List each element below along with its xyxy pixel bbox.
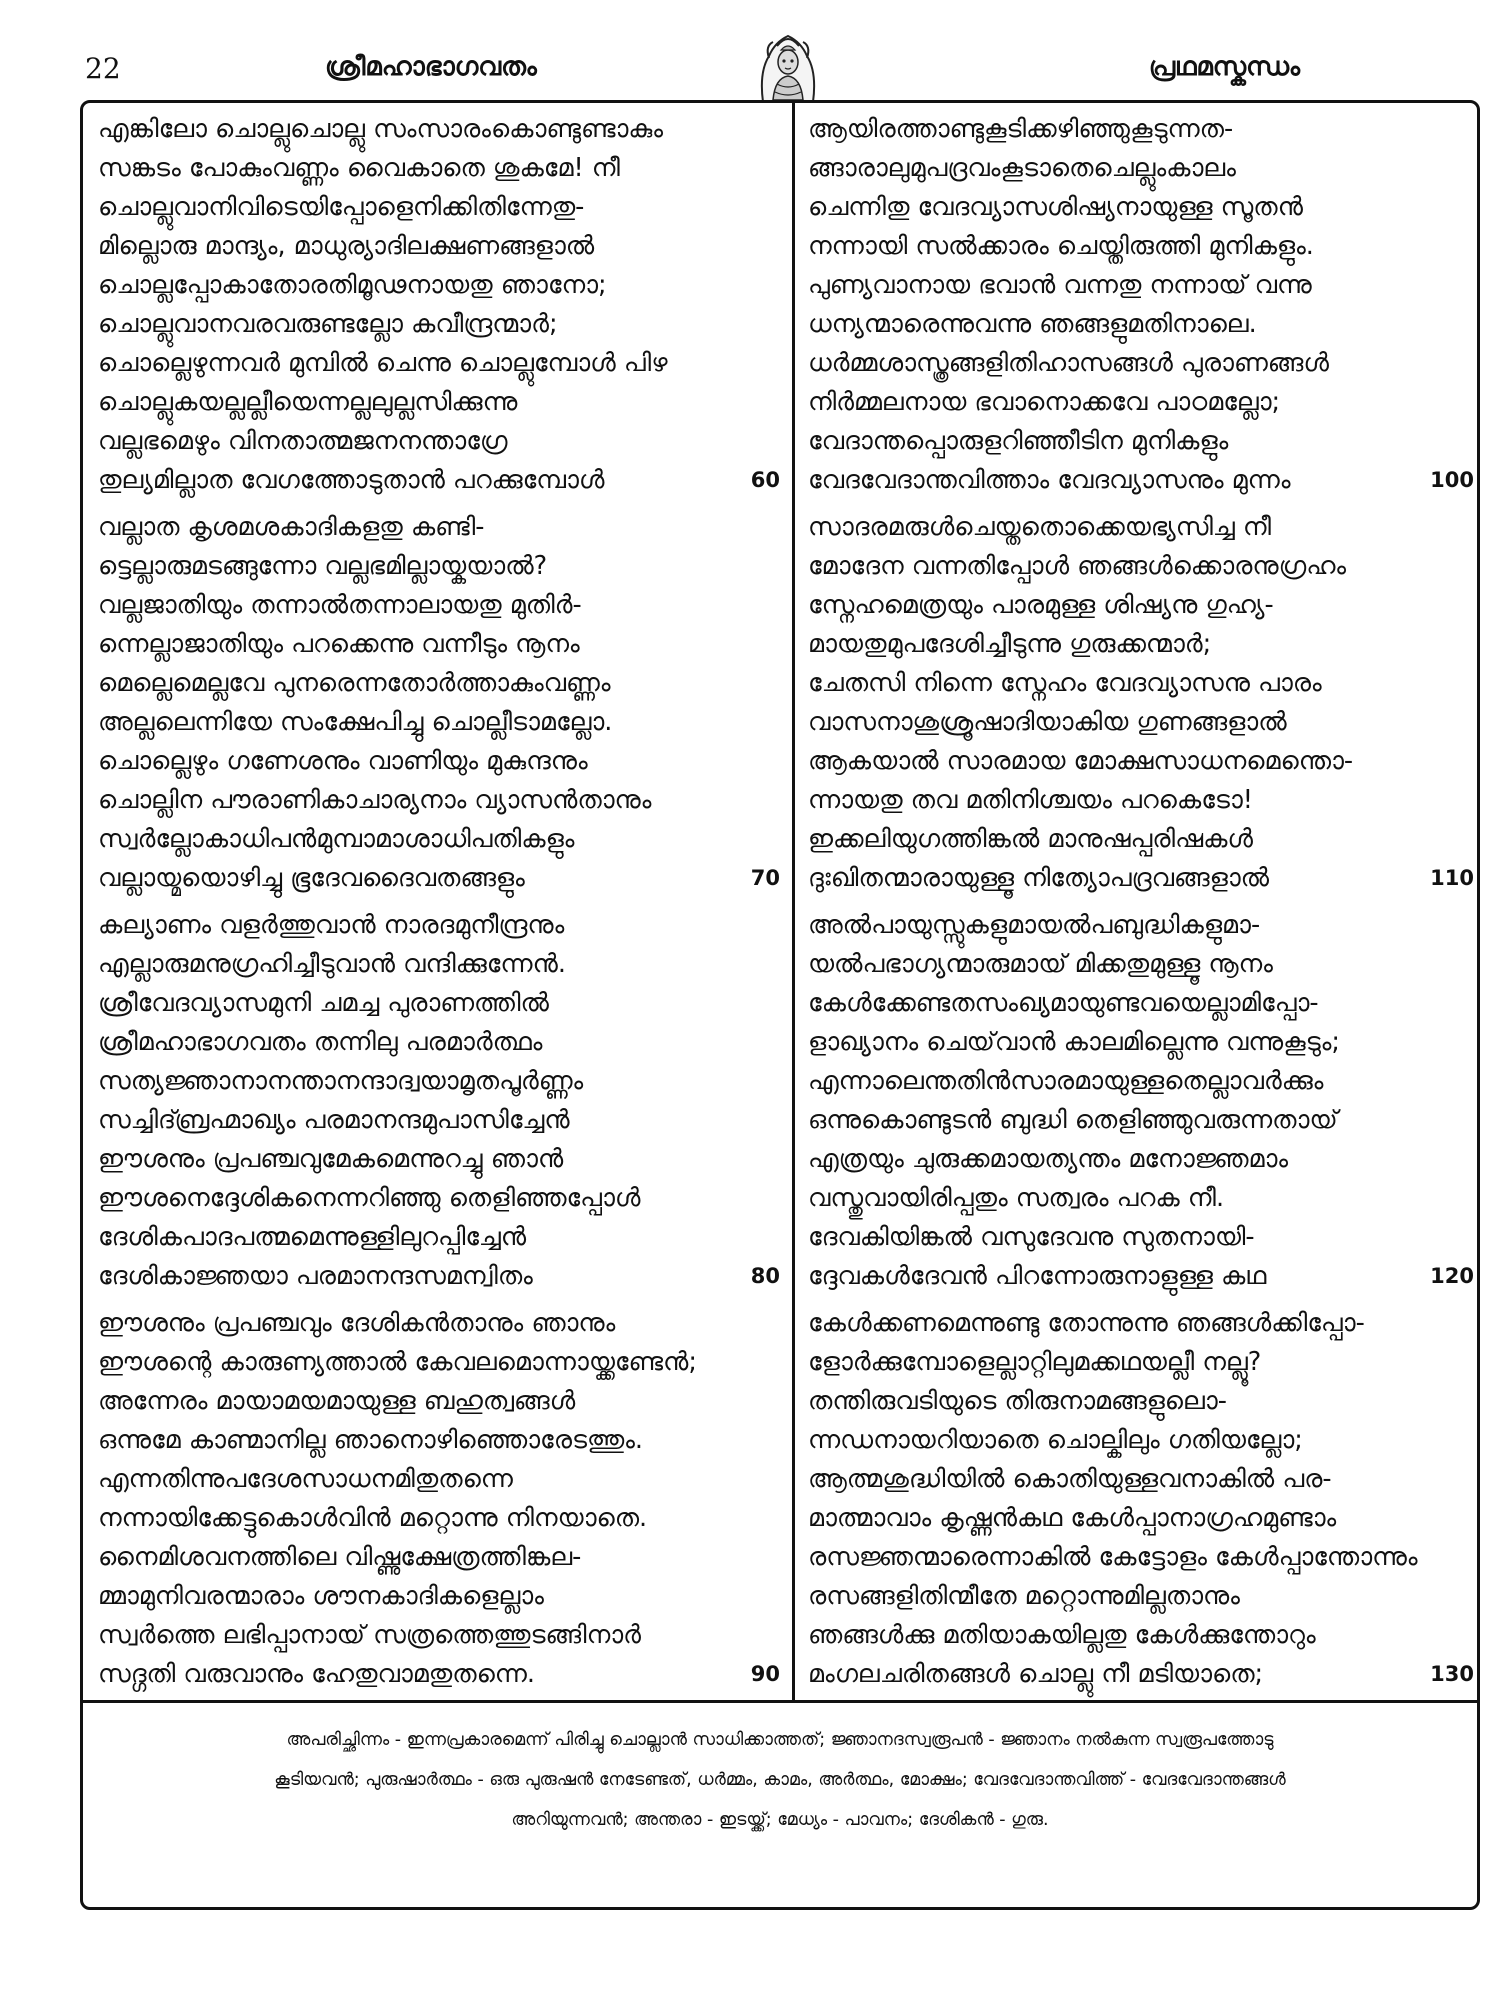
verse-number: 60 <box>750 468 780 492</box>
verse-line: യൽപഭാഗ്യന്മാരുമായ് മിക്കതുമുള്ളൂ നൂനം <box>808 949 1273 979</box>
verse-line: ചൊല്ലുവാനവരവരുണ്ടല്ലോ കവീന്ദ്രന്മാർ; <box>98 309 558 339</box>
verse-line: കല്യാണം വളർത്തുവാൻ നാരദമുനീന്ദ്രനും <box>98 910 565 940</box>
verse-line-text: വേദവേദാന്തവിത്താം വേദവ്യാസനും മുന്നം <box>808 465 1291 495</box>
verse-line-text: തുല്യമില്ലാത വേഗത്തോടുതാൻ പറക്കുമ്പോൾ <box>98 465 605 495</box>
verse-line <box>98 461 788 500</box>
verse-line: സത്യജ്ഞാനാനന്താനന്ദാദ്വയാമൃതപൂർണ്ണം <box>98 1066 584 1096</box>
verse-line-text: ദേശികാജ്ഞയാ പരമാനന്ദസമന്വിതം <box>98 1261 533 1291</box>
verse-line: അന്നേരം മായാമയമായുള്ള ബഹുത്വങ്ങൾ <box>98 1386 576 1416</box>
verse-line: മാത്മാവാം കൃഷ്ണൻകഥ കേൾപ്പാനാഗ്രഹമുണ്ടാം <box>808 1503 1337 1533</box>
verse-line: ചൊല്ലപ്പോകാതോരതിമൂഢനായതു ഞാനോ; <box>98 270 607 300</box>
verse-line: ശ്രീവേദവ്യാസമുനി ചമച്ച പുരാണത്തിൽ <box>98 988 549 1018</box>
verse-line: എന്നതിന്നുപദേശസാധനമിതുതന്നെ <box>98 1464 513 1494</box>
verse-line: സ്വർല്ലോകാധിപൻമുമ്പാമാശാധിപതികളും <box>98 824 575 854</box>
verse-line: ങ്ങാരാലുമുപദ്രവംകൂടാതെചെല്ലുംകാലം <box>808 153 1236 183</box>
section-title: പ്രഥമസ്കന്ധം <box>1148 52 1300 82</box>
footnote-line: കൂടിയവൻ; പുരുഷാർത്ഥം - ഒരു പുരുഷൻ നേടേണ്ടത്, ധർമ്മം, കാമം, അർത്ഥം, മോക്ഷം; വേദവേദാന്തവിത്ത് - വേദവേദാന്തങ്ങൾ <box>274 1770 1286 1790</box>
verse-line-text: ദ്ദേവകൾദേവൻ പിറന്നോരുനാളുള്ള കഥ <box>808 1261 1267 1291</box>
verse-line: ആകയാൽ സാരമായ മോക്ഷസാധനമെന്തൊ- <box>808 746 1354 776</box>
verse-line <box>808 1655 1476 1694</box>
verse-line: നന്നായിക്കേട്ടുകൊൾവിൻ മറ്റൊന്നു നിനയാതെ. <box>98 1503 648 1533</box>
verse-line: ചെന്നിതു വേദവ്യാസശിഷ്യനായുള്ള സൂതൻ <box>808 192 1303 222</box>
verse-line: വേദാന്തപ്പൊരുളറിഞ്ഞീടിന മുനികളും <box>808 426 1229 456</box>
verse-line: ധന്യന്മാരെന്നുവന്നു ഞങ്ങളുമതിനാലെ. <box>808 309 1257 339</box>
verse-line: ഈശനെദ്ദേശികനെന്നറിഞ്ഞു തെളിഞ്ഞപ്പോൾ <box>98 1183 641 1213</box>
verse-number: 110 <box>1430 866 1474 890</box>
verse-line: ന്നെല്ലാജാതിയും പറക്കെന്നു വന്നീടും നൂനം <box>98 629 580 659</box>
verse-line: ഒന്നുകൊണ്ടുടൻ ബുദ്ധി തെളിഞ്ഞുവരുന്നതായ് <box>808 1105 1338 1135</box>
verse-line <box>98 859 788 898</box>
stanza <box>808 508 1476 906</box>
verse-line: എത്രയും ചുരുക്കമായത്യന്തം മനോജ്ഞമാം <box>808 1144 1289 1174</box>
verse-line: ദേവകിയിങ്കൽ വസുദേവനു സുതനായി- <box>808 1222 1255 1252</box>
verse-number: 120 <box>1430 1264 1474 1288</box>
verse-line: വല്ലജാതിയും തന്നാൽതന്നാലായതു മുതിർ- <box>98 590 582 620</box>
verse-line-text: വല്ലായ്മയൊഴിച്ചു ഭൂദേവദൈവതങ്ങളും <box>98 863 525 893</box>
page-header <box>85 40 1480 100</box>
verse-line: മായതുമുപദേശിച്ചീടുന്നു ഗുരുക്കന്മാർ; <box>808 629 1212 659</box>
verse-line: ശ്രീമഹാഭാഗവതം തന്നിലു പരമാർത്ഥം <box>98 1027 543 1057</box>
verse-line: ചൊല്ലുകയല്ലല്ലീയെന്നല്ലലുല്ലസിക്കുന്നു <box>98 387 518 417</box>
verse-line-text: ദുഃഖിതന്മാരായുള്ളൂ നിത്യോപദ്രവങ്ങളാൽ <box>808 863 1270 893</box>
verse-line: വല്ലാത കൃശമശകാദികളതു കണ്ടി- <box>98 512 485 542</box>
verse-line: ഇക്കലിയുഗത്തിങ്കൽ മാനുഷപ്പരിഷകൾ <box>808 824 1253 854</box>
stanza <box>98 1304 788 1702</box>
verse-number: 70 <box>750 866 780 890</box>
verse-line: വാസനാശുശ്രൂഷാദിയാകിയ ഗുണങ്ങളാൽ <box>808 707 1287 737</box>
verse-line: ളാഖ്യാനം ചെയ്‌വാൻ കാലമില്ലെന്നു വന്നുകൂടും; <box>808 1027 1340 1057</box>
verse-line: ചൊല്ലിന പൗരാണികാചാര്യനാം വ്യാസൻതാനും <box>98 785 652 815</box>
verse-line: സ്നേഹമെത്രയും പാരമുള്ള ശിഷ്യനു ഗുഹ്യ- <box>808 590 1274 620</box>
verse-line: തന്തിരുവടിയുടെ തിരുനാമങ്ങളുലൊ- <box>808 1386 1227 1416</box>
verse-line-text: സദ്ഗതി വരുവാനും ഹേതുവാമതുതന്നെ. <box>98 1659 536 1689</box>
verse-line: കേൾക്കേണ്ടതസംഖ്യമായുണ്ടവയെല്ലാമിപ്പോ- <box>808 988 1319 1018</box>
stanza <box>98 906 788 1304</box>
verse-line <box>98 1257 788 1296</box>
footnote-glossary <box>110 1720 1450 1840</box>
verse-line: വസ്തുവായിരിപ്പതും സത്വരം പറക നീ. <box>808 1183 1225 1213</box>
verse-line: ചൊല്ലെഴുന്നവർ മുമ്പിൽ ചെന്നു ചൊല്ലുമ്പോൾ പിഴ <box>98 348 668 378</box>
verse-line: രസജ്ഞന്മാരെന്നാകിൽ കേട്ടോളം കേൾപ്പാന്തോന്നും <box>808 1542 1418 1572</box>
verse-line: ഈശന്റെ കാരുണ്യത്താൽ കേവലമൊന്നായ്ക്കണ്ടേൻ; <box>98 1347 697 1377</box>
verse-number: 90 <box>750 1662 780 1686</box>
footnote-line: അറിയുന്നവൻ; അന്തരാ - ഇടയ്ക്ക്; മേധ്യം - പാവനം; ദേശികൻ - ഗുരു. <box>511 1810 1049 1830</box>
verse-line: വല്ലഭമെഴും വിനതാത്മജനനന്താഗ്രേ <box>98 426 508 456</box>
verse-line: ഞങ്ങൾക്കു മതിയാകയില്ലതു കേൾക്കുന്തോറും <box>808 1620 1316 1650</box>
verse-line: ആത്മശുദ്ധിയിൽ കൊതിയുള്ളവനാകിൽ പര- <box>808 1464 1332 1494</box>
verse-line: സച്ചിദ്ബ്രഹ്മാഖ്യം പരമാനന്ദമുപാസിച്ചേൻ <box>98 1105 570 1135</box>
verse-line: അൽപായുസ്സുകളുമായൽപബുദ്ധികളുമാ- <box>808 910 1261 940</box>
verse-line <box>808 1257 1476 1296</box>
verse-line: പുണ്യവാനായ ഭവാൻ വന്നതു നന്നായ് വന്നു <box>808 270 1312 300</box>
stanza <box>808 906 1476 1304</box>
verse-line: ചേതസി നിന്നെ സ്നേഹം വേദവ്യാസനു പാരം <box>808 668 1322 698</box>
page-number: 22 <box>85 52 121 85</box>
verse-line: ന്നായതു തവ മതിനിശ്ചയം പറകെടോ! <box>808 785 1253 815</box>
verse-line: സങ്കടം പോകുംവണ്ണം വൈകാതെ ശുകമേ! നീ <box>98 153 620 183</box>
verse-line <box>98 1655 788 1694</box>
column-divider <box>792 100 795 1702</box>
verse-line: നന്നായി സൽക്കാരം ചെയ്തിരുത്തി മുനികളും. <box>808 231 1314 261</box>
stanza <box>98 110 788 508</box>
verse-line: ന്നഡനായറിയാതെ ചൊല്കിലും ഗതിയല്ലോ; <box>808 1425 1303 1455</box>
verse-number: 100 <box>1430 468 1474 492</box>
verse-line <box>808 461 1476 500</box>
verse-line: ചൊല്ലുവാനിവിടെയിപ്പോളെനിക്കിതിന്നേതു- <box>98 192 585 222</box>
verse-line <box>808 859 1476 898</box>
verse-line: നൈമിശവനത്തിലെ വിഷ്ണുക്ഷേത്രത്തിങ്കല- <box>98 1542 582 1572</box>
verse-line: ദേശികപാദപത്മമെന്നുള്ളിലുറപ്പിച്ചേൻ <box>98 1222 527 1252</box>
verse-line: മോദേന വന്നതിപ്പോൾ ഞങ്ങൾക്കൊരനുഗ്രഹം <box>808 551 1347 581</box>
verse-line: മെല്ലെമെല്ലവേ പുനരെന്നതോർത്താകുംവണ്ണം <box>98 668 611 698</box>
book-title: ശ്രീമഹാഭാഗവതം <box>325 52 537 82</box>
verse-number: 80 <box>750 1264 780 1288</box>
verse-line: ഈശനും പ്രപഞ്ചവും ദേശികൻതാനും ഞാനും <box>98 1308 616 1338</box>
verse-line: എന്നാലെന്തതിൻസാരമായുള്ളതെല്ലാവർക്കും <box>808 1066 1324 1096</box>
footnote-line: അപരിച്ഛിന്നം - ഇന്നപ്രകാരമെന്ന് പിരിച്ചു ചൊല്ലാൻ സാധിക്കാത്തത്; ജ്ഞാനദസ്വരൂപൻ - ജ്ഞാനം നൽകുന്ന സ്വരൂപത്തോടു <box>286 1730 1274 1750</box>
stanza <box>808 110 1476 508</box>
verse-line: ട്ടെല്ലാരുമടങ്ങുന്നോ വല്ലഭമില്ലായ്കയാൽ? <box>98 551 548 581</box>
verse-line: ആയിരത്താണ്ടുകൂടിക്കഴിഞ്ഞുകൂടുന്നത- <box>808 114 1234 144</box>
verse-line: കേൾക്കണമെന്നുണ്ടു തോന്നുന്നു ഞങ്ങൾക്കിപ്പോ- <box>808 1308 1365 1338</box>
verse-number: 130 <box>1430 1662 1474 1686</box>
verse-line: സാദരമരുൾചെയ്തതൊക്കെയഭ്യസിച്ച നീ <box>808 512 1272 542</box>
verse-line: ഈശനും പ്രപഞ്ചവുമേകമെന്നുറച്ചു ഞാൻ <box>98 1144 564 1174</box>
left-column <box>98 110 788 1702</box>
right-column <box>808 110 1476 1702</box>
verse-line: ളോർക്കുമ്പോളെല്ലാറ്റിലുമക്കഥയല്ലീ നല്ലൂ? <box>808 1347 1262 1377</box>
verse-line: രസങ്ങളിതിന്മീതേ മറ്റൊന്നുമില്ലതാനും <box>808 1581 1240 1611</box>
stanza <box>98 508 788 906</box>
deity-emblem-icon <box>755 32 821 106</box>
verse-line: സ്വർത്തെ ലഭിപ്പാനായ് സത്രത്തെത്തുടങ്ങിനാർ <box>98 1620 641 1650</box>
stanza <box>808 1304 1476 1702</box>
verse-line: മില്ലൊരു മാന്ദ്യം, മാധുര്യാദിലക്ഷണങ്ങളാൽ <box>98 231 595 261</box>
verse-line: അല്ലലെന്നിയേ സംക്ഷേപിച്ചു ചൊല്ലീടാമല്ലോ. <box>98 707 613 737</box>
verse-line: എല്ലാരുമനുഗ്രഹിച്ചീടുവാൻ വന്ദിക്കുന്നേൻ. <box>98 949 566 979</box>
verse-line-text: മംഗലചരിതങ്ങൾ ചൊല്ലു നീ മടിയാതെ; <box>808 1659 1264 1689</box>
verse-line: ഒന്നുമേ കാണ്മാനില്ല ഞാനൊഴിഞ്ഞൊരേടത്തും. <box>98 1425 644 1455</box>
verse-line: ചൊല്ലെഴും ഗണേശനും വാണിയും മുകുന്ദനും <box>98 746 588 776</box>
verse-line: എങ്കിലോ ചൊല്ലുചൊല്ലു സംസാരംകൊണ്ടുണ്ടാകും <box>98 114 663 144</box>
verse-line: നിർമ്മലനായ ഭവാനൊക്കവേ പാഠമല്ലോ; <box>808 387 1281 417</box>
verse-line: ധർമ്മശാസ്ത്രങ്ങളിതിഹാസങ്ങൾ പുരാണങ്ങൾ <box>808 348 1329 378</box>
verse-line: മ്മാമുനിവരന്മാരാം ശൗനകാദികളെല്ലാം <box>98 1581 544 1611</box>
